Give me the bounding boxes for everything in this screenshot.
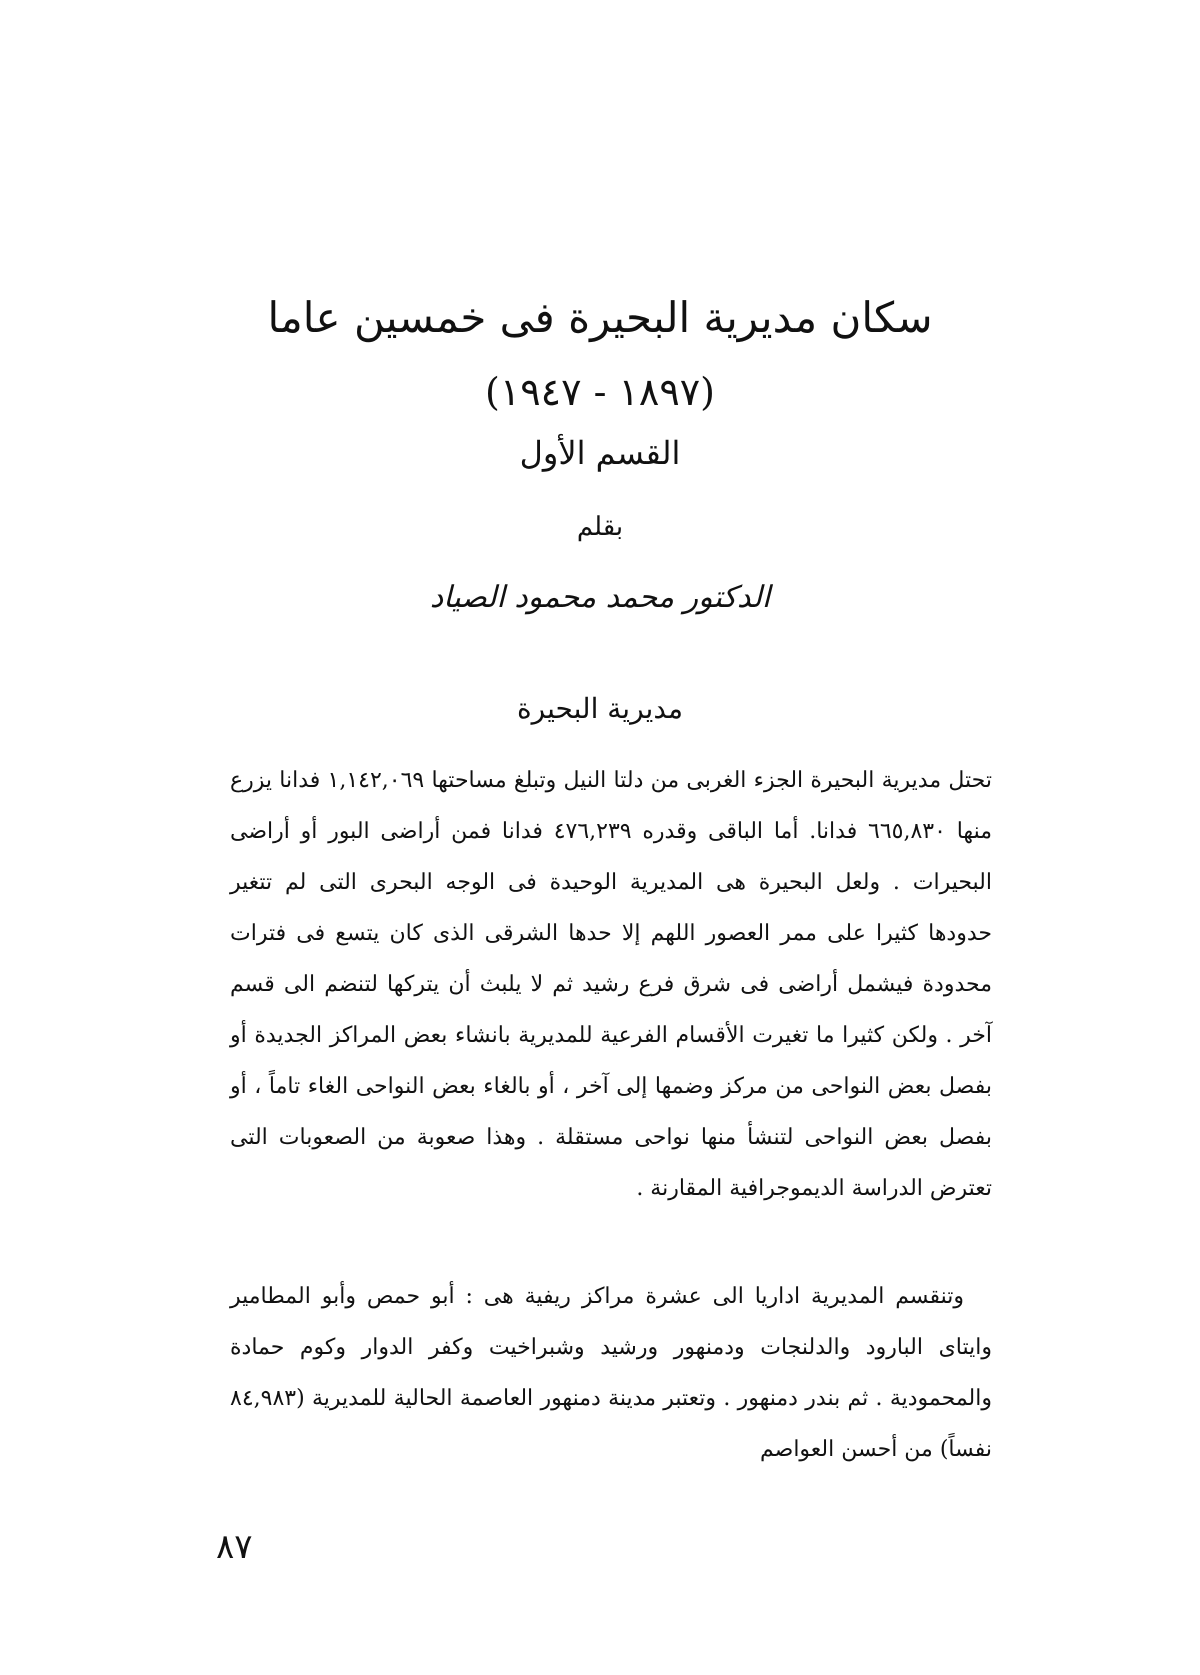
byline-label: بقلم	[576, 512, 624, 542]
author-name: الدكتور محمد محمود الصياد	[429, 580, 771, 615]
section-heading: مديرية البحيرة	[516, 692, 684, 725]
article-years: (١٨٩٧ - ١٩٤٧)	[485, 370, 715, 414]
article-title: سكان مديرية البحيرة فى خمسين عاما	[267, 293, 933, 342]
body-paragraph-2: وتنقسم المديرية اداريا الى عشرة مراكز ريفية هى : أبو حمص وأبو المطامير وايتاى البارود والدلنجات ودمنهور ورشيد وشبراخيت وكفر الدوار وكوم حمادة والمحمودية . ثم بندر دمنهور . وتعتبر مدينة دمنهور العاصمة الحالية للمديرية (٨٤,٩٨٣ نفساً) من أحسن العواصم	[230, 1284, 992, 1462]
body-paragraph-1: تحتل مديرية البحيرة الجزء الغربى من دلتا النيل وتبلغ مساحتها ١,١٤٢,٠٦٩ فدانا يزرع منها ٦٦٥,٨٣٠ فدانا. أما الباقى وقدره ٤٧٦,٢٣٩ فدانا فمن أراضى البور أو أراضى البحيرات . ولعل البحيرة هى المديرية الوحيدة فى الوجه البحرى التى لم تتغير حدودها كثيرا على ممر العصور اللهم إلا حدها الشرقى الذى كان يتسع فى فترات محدودة فيشمل أراضى فى شرق فرع رشيد ثم لا يلبث أن يتركها لتنضم الى قسم آخر . ولكن كثيرا ما تغيرت الأقسام الفرعية للمديرية بانشاء بعض المراكز الجديدة أو بفصل بعض النواحى من مركز وضمها إلى آخر ، أو بالغاء بعض النواحى الغاء تاماً ، أو بفصل بعض النواحى لتنشأ منها نواحى مستقلة . وهذا صعوبة من الصعوبات التى تعترض الدراسة الديموجرافية المقارنة .	[230, 768, 993, 1201]
part-heading: القسم الأول	[519, 434, 681, 472]
page-number: ٨٧	[216, 1527, 253, 1567]
